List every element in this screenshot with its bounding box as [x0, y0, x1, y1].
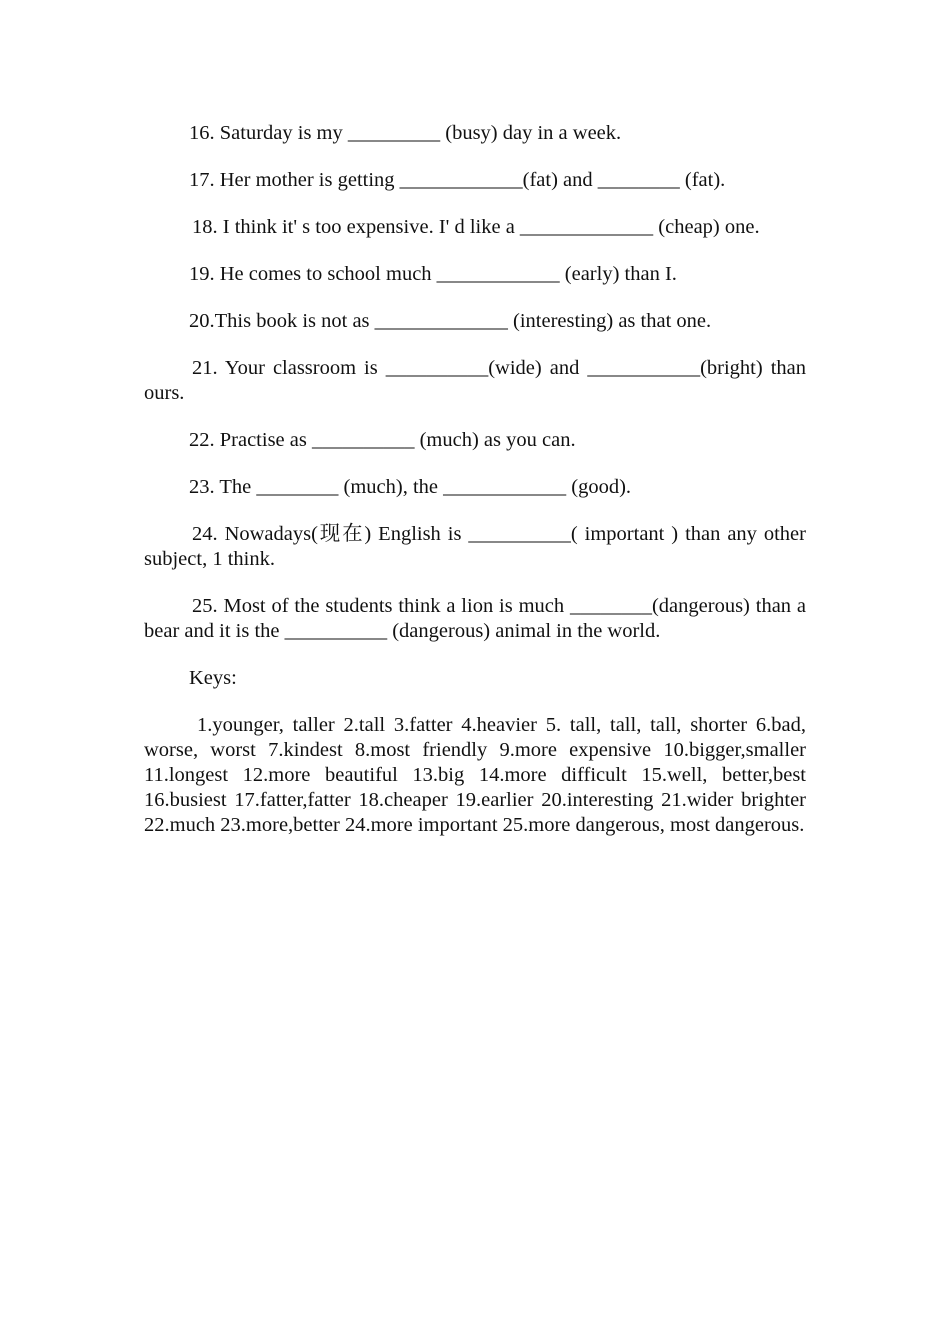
question-25: 25. Most of the students think a lion is much ________(dangerous) than a bear and it is the __________ (dangerous) animal in the world.: [144, 595, 806, 642]
question-21: 21. Your classroom is __________(wide) and ___________(bright) than ours.: [144, 357, 806, 404]
question-18: 18. I think it' s too expensive. I' d like a _____________ (cheap) one.: [192, 216, 760, 238]
question-20: 20.This book is not as _____________ (interesting) as that one.: [189, 310, 712, 332]
question-17: 17. Her mother is getting ____________(fat) and ________ (fat).: [189, 169, 726, 191]
question-24: 24. Nowadays(现在) English is __________( important ) than any other subject, 1 think.: [144, 523, 806, 570]
question-22: 22. Practise as __________ (much) as you can.: [189, 429, 576, 451]
question-16: 16. Saturday is my _________ (busy) day in a week.: [189, 122, 622, 144]
question-19: 19. He comes to school much ____________ (early) than I.: [189, 263, 677, 285]
keys-answers: 1.younger, taller 2.tall 3.fatter 4.heavier 5. tall, tall, tall, shorter 6.bad, worse, worst 7.kindest 8.most friendly 9.more expensive 10.bigger,smaller 11.longest 12.more beautiful 13.big 14.more difficult 15.well, better,best 16.busiest 17.fatter,fatter 18.cheaper 19.earlier 20.interesting 21.wider brighter 22.much 23.more,better 24.more important 25.more dangerous, most dangerous.: [144, 714, 806, 836]
keys-heading: Keys:: [189, 667, 237, 689]
question-23: 23. The ________ (much), the ____________ (good).: [189, 476, 632, 498]
document-page: [144, 121, 806, 860]
